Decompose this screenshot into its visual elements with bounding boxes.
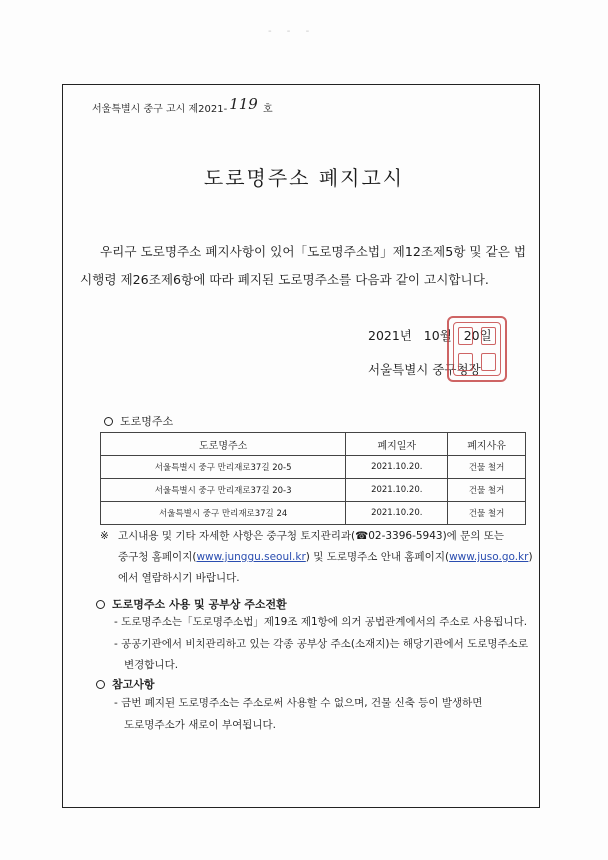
reference-list	[114, 693, 544, 736]
seal-inner-border	[453, 322, 501, 376]
seal-glyph	[481, 353, 496, 371]
table-header-address: 도로명주소	[101, 433, 346, 456]
section-label: 도로명주소	[120, 415, 174, 428]
list-item: - 도로명주소는「도로명주소법」제19조 제1항에 의거 공법관계에서의 주소로 사용됩니다.	[114, 616, 528, 628]
note-line-1: 고시내용 및 기타 자세한 사항은 중구청 토지관리과(☎02-3396-5943)에 문의 또는	[118, 530, 505, 542]
section-label: 참고사항	[112, 678, 155, 691]
table-cell-address: 서울특별시 중구 만리재로37길 20-3	[101, 479, 346, 502]
circle-bullet-icon	[104, 417, 113, 426]
notice-date: 2021년 10월 20일	[368, 328, 492, 343]
notice-body	[80, 238, 532, 294]
notice-number-suffix: 호	[263, 104, 273, 115]
table-header-date: 폐지일자	[346, 433, 448, 456]
note-text: 중구청 홈페이지(	[118, 551, 197, 563]
note-text: ) 및 도로명주소 안내 홈페이지(	[305, 551, 450, 563]
table-cell-reason: 건물 철거	[448, 479, 526, 502]
list-item-continuation: 변경합니다.	[124, 659, 179, 671]
list-item: - 금번 폐지된 도로명주소는 주소로써 사용할 수 없으며, 건물 신축 등이 발생하면	[114, 697, 483, 709]
table-cell-date: 2021.10.20.	[346, 502, 448, 525]
abolished-address-table	[100, 432, 526, 525]
note-line-2	[100, 547, 540, 568]
signatory: 서울특별시 중구청장	[368, 362, 481, 377]
seal-glyph	[481, 327, 496, 345]
table-cell-address: 서울특별시 중구 만리재로37길 20-5	[101, 456, 346, 479]
scan-artifact-marks: - - -	[268, 26, 316, 37]
official-seal-stamp	[447, 316, 507, 382]
section-heading-address	[104, 413, 173, 429]
table-cell-date: 2021.10.20.	[346, 456, 448, 479]
section-heading-address-conversion	[96, 596, 287, 612]
note-text: )	[528, 551, 533, 563]
list-item-continuation: 도로명주소가 새로이 부여됩니다.	[124, 718, 277, 731]
circle-bullet-icon	[96, 600, 105, 609]
notice-number-prefix: 서울특별시 중구 고시 제2021-	[92, 104, 228, 115]
table-cell-reason: 건물 철거	[448, 502, 526, 525]
note-mark: ※	[100, 530, 109, 542]
notice-body-line-2: 시행령 제26조제6항에 따라 폐지된 도로명주소를 다음과 같이 고시합니다.	[80, 272, 489, 287]
section-heading-reference	[96, 676, 155, 692]
contact-note	[100, 526, 540, 589]
table-cell-reason: 건물 철거	[448, 456, 526, 479]
table-header-reason: 폐지사유	[448, 433, 526, 456]
table-header-row	[101, 433, 526, 456]
notice-number-handwritten: 119	[229, 95, 258, 113]
circle-bullet-icon	[96, 680, 105, 689]
notice-number	[92, 95, 273, 116]
junggu-homepage-link[interactable]: www.junggu.seoul.kr	[196, 551, 306, 563]
section-label: 도로명주소 사용 및 공부상 주소전환	[112, 598, 287, 611]
table-row	[101, 502, 526, 525]
address-conversion-list	[114, 612, 544, 677]
notice-body-line-1: 우리구 도로명주소 폐지사항이 있어「도로명주소법」제12조제5항 및 같은 법	[100, 244, 527, 259]
table-row	[101, 456, 526, 479]
seal-glyph	[458, 327, 473, 345]
table-cell-address: 서울특별시 중구 만리재로37길 24	[101, 502, 346, 525]
seal-glyph	[458, 353, 473, 371]
table-cell-date: 2021.10.20.	[346, 479, 448, 502]
list-item: - 공공기관에서 비치관리하고 있는 각종 공부상 주소(소재지)는 해당기관에서 도로명주소로	[114, 637, 528, 650]
note-line-3: 에서 열람하시기 바랍니다.	[118, 572, 240, 584]
page-title: 도로명주소 폐지고시	[203, 166, 405, 190]
table-row	[101, 479, 526, 502]
juso-homepage-link[interactable]: www.juso.go.kr	[449, 551, 529, 563]
